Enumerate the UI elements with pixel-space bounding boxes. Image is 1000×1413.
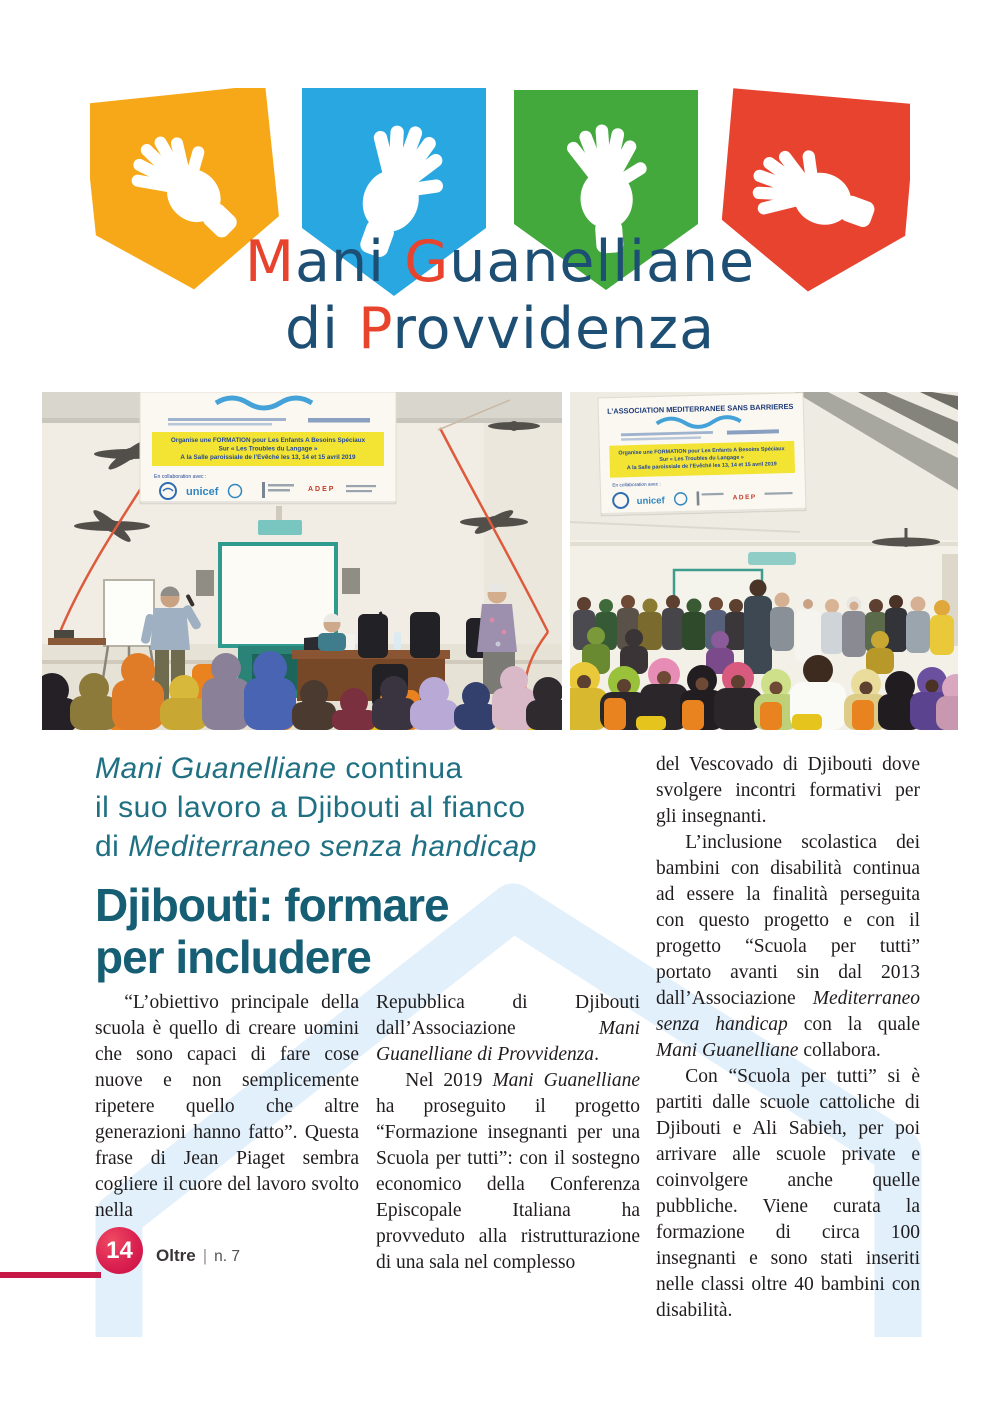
kicker-line: il suo lavoro a Djibouti al fianco (95, 791, 526, 824)
logo-text-uanelliane: uanelliane (449, 229, 756, 295)
logo-letter-g: G (404, 229, 450, 295)
logo-wordmark-line1 (0, 229, 1000, 295)
partner-logo-icon (262, 482, 265, 498)
page-number-badge (96, 1227, 143, 1274)
side-table (48, 638, 106, 645)
logo-wordmark-line2 (0, 296, 1000, 362)
banner-fine-print (168, 423, 272, 426)
side-table-items (54, 630, 74, 638)
unicef-logo: unicef (636, 495, 665, 508)
partner-logo-lines (268, 484, 294, 487)
text-column-2 (376, 990, 640, 1276)
kicker-line: di Mediterraneo senza handicap (95, 830, 537, 863)
logo-letter-m: M (244, 229, 296, 295)
paragraph: Con “Scuola per tutti” si è partiti dalle scuole cattoliche di Djibouti e Ali Sabieh, per poi arrivare alle scuole private e coinvolgere anche quelle pubbliche. Viene curata la formazione di circa 100 insegnanti e sono stati inseriti nelle classi oltre 40 bambini con disabilità. (656, 1066, 920, 1321)
photo-strip (42, 392, 958, 730)
event-banner (598, 393, 806, 516)
paragraph: L’inclusione scolastica dei bambini con disabilità continua ad essere la finalità perseguita con questo progetto e con il progetto “Scuola per tutti” portato avanti sin dal 2013 dall’Associazione Mediterraneo senza handicap con la quale Mani Guanelliane collabora. (656, 832, 920, 1061)
banner-fine-print-arabic (308, 418, 370, 423)
photo-right-group (570, 392, 958, 730)
title-line: per includere (95, 931, 371, 983)
footer-accent-line (0, 1272, 101, 1278)
adep-logo: ADEP (732, 493, 757, 502)
magazine-name: Oltre (156, 1246, 196, 1265)
adep-logo: ADEP (308, 486, 336, 493)
logo-letter-p: P (358, 296, 393, 362)
footer-masthead (156, 1246, 240, 1266)
wall-unit (748, 552, 796, 565)
wall-speaker (342, 568, 360, 594)
banner-line2: Sur « Les Troubles du Langage » (659, 454, 744, 463)
title-line: Djibouti: formare (95, 879, 449, 931)
partner-logo-icon (696, 491, 699, 505)
projector (258, 520, 302, 535)
paragraph: del Vescovado di Djibouti dove svolgere incontri formativi per gli insegnanti. (656, 754, 920, 827)
banner-line1: Organise une FORMATION pour Les Enfants A Besoins Spéciaux (618, 446, 785, 457)
projection-screen (220, 544, 336, 646)
banner-line3: A la Salle paroissiale de l’Evêché les 13, 14 et 15 avril 2019 (626, 461, 777, 472)
kicker-line: Mani Guanelliane continua (95, 752, 463, 785)
banner-line2: Sur « Les Troubles du Langage » (218, 445, 318, 453)
banner-collaboration-label: En collaboration avec : (612, 482, 661, 489)
footer-separator: | (202, 1246, 208, 1265)
paragraph: Nel 2019 Mani Guanelliane ha proseguito il progetto “Formazione insegnanti per una Scuola per tutti”: con il sostegno economico della Conferenza Episcopale Italiana ha provveduto alla ristrutturazione di una sala nel complesso (376, 1070, 641, 1273)
text-column-1 (95, 990, 359, 1224)
banner-collaboration-label: En collaboration avec : (154, 474, 207, 480)
article-kicker (95, 749, 655, 866)
partner-logo-lines (268, 489, 290, 492)
text-column-3 (656, 752, 920, 1324)
issue-number: n. 7 (214, 1248, 240, 1265)
banner-fine-print (168, 418, 286, 421)
partner-logo-lines (346, 490, 372, 492)
wall-speaker (196, 570, 214, 596)
banner-shadow (140, 501, 396, 504)
banner-line1: Organise une FORMATION pour Les Enfants A Besoins Spéciaux (170, 437, 366, 444)
partner-logo-lines (346, 485, 376, 487)
article-title (95, 879, 449, 983)
association-title: L’ASSOCIATION MEDITERRANEE SANS BARRIERES (607, 401, 794, 416)
banner-line3: A la Salle paroissiale de l’Evêché les 13, 14 et 15 avril 2019 (180, 454, 356, 461)
photo-left-training-session (42, 392, 562, 730)
projector-mount (276, 506, 282, 522)
paragraph: “L’obiettivo principale della scuola è quello di creare uomini che sono capaci di fare cose nuove e non semplicemente ripetere quello che altre generazioni hanno fatto”. Questa frase di Jean Piaget sembra cogliere il cuore del lavoro svolto nella (95, 992, 359, 1221)
page-number: 14 (106, 1236, 133, 1264)
event-banner (140, 392, 396, 504)
paragraph: Repubblica di Djibouti dall’Associazione Mani Guanelliane di Provvidenza. (376, 992, 640, 1065)
logo-text-ani: ani (295, 229, 405, 295)
unicef-logo: unicef (186, 486, 219, 498)
logo-text-rovvidenza: rovvidenza (392, 296, 716, 362)
logo-text-di: di (284, 296, 359, 362)
